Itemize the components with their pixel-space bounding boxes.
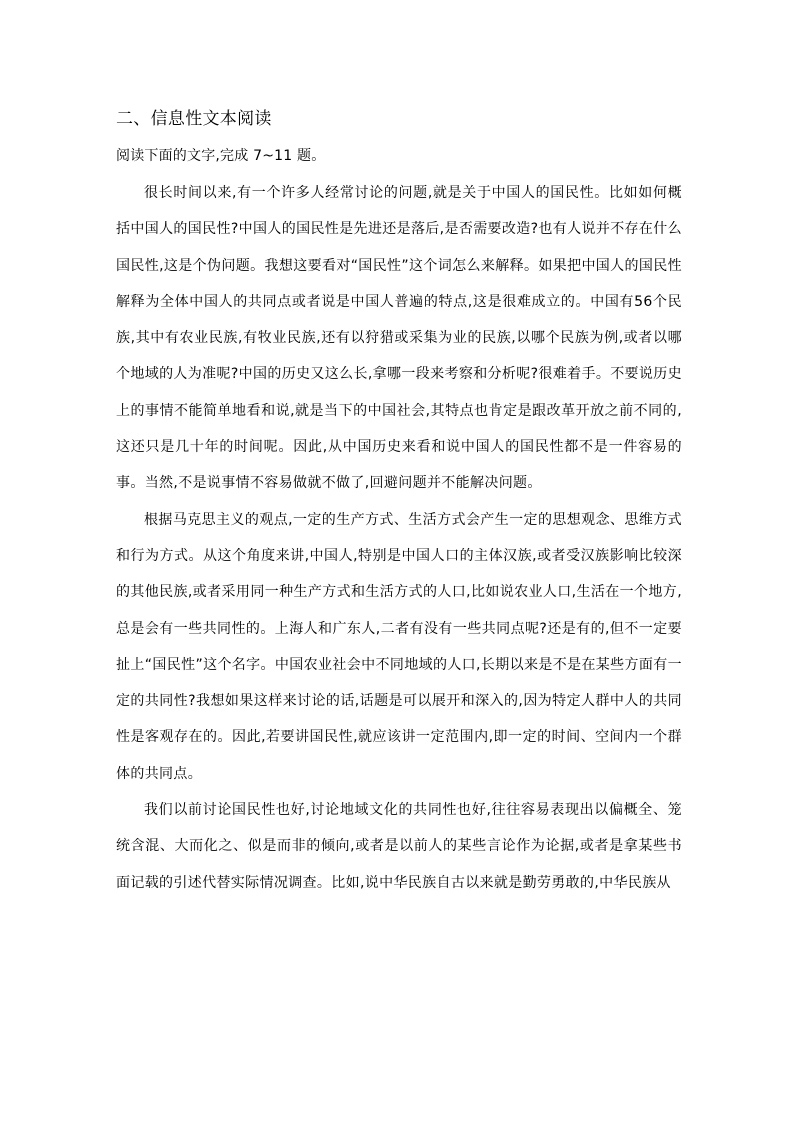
instruction-text: 阅读下面的文字,完成 7~11 题。	[116, 148, 326, 164]
paragraph-2: 根据马克思主义的观点,一定的生产方式、生活方式会产生一定的思想观念、思维方式和行为方式。从这个角度来讲,中国人,特别是中国人口的主体汉族,或者受汉族影响比较深的其他民族,或者采用同一种生产方式和生活方式的人口,比如说农业人口,生活在一个地方,总是会有一些共同性的。上海人和广东人,二者有没有一些共同点呢?还是有的,但不一定要扯上“国民性”这个名字。中国农业社会中不同地域的人口,长期以来是不是在某些方面有一定的共同性?我想如果这样来讨论的话,话题是可以展开和深入的,因为特定人群中人的共同性是客观存在的。因此,若要讲国民性,就应该讲一定范围内,即一定的时间、空间内一个群体的共同点。	[116, 511, 682, 782]
document-page	[116, 105, 682, 901]
section-title: 二、信息性文本阅读	[116, 109, 272, 129]
paragraph-3: 我们以前讨论国民性也好,讨论地域文化的共同性也好,往往容易表现出以偏概全、笼统含混、大而化之、似是而非的倾向,或者是以前人的某些言论作为论据,或者是拿某些书面记载的引述代替实际情况调查。比如,说中华民族自古以来就是勤劳勇敢的,中华民族从	[116, 802, 682, 891]
paragraph-1: 很长时间以来,有一个许多人经常讨论的问题,就是关于中国人的国民性。比如如何概括中国人的国民性?中国人的国民性是先进还是落后,是否需要改造?也有人说并不存在什么国民性,这是个伪问题。我想这要看对“国民性”这个词怎么来解释。如果把中国人的国民性解释为全体中国人的共同点或者说是中国人普遍的特点,这是很难成立的。中国有56个民族,其中有农业民族,有牧业民族,还有以狩猎或采集为业的民族,以哪个民族为例,或者以哪个地域的人为准呢?中国的历史又这么长,拿哪一段来考察和分析呢?很难着手。不要说历史上的事情不能简单地看和说,就是当下的中国社会,其特点也肯定是跟改革开放之前不同的,这还只是几十年的时间呢。因此,从中国历史来看和说中国人的国民性都不是一件容易的事。当然,不是说事情不容易做就不做了,回避问题并不能解决问题。	[116, 185, 682, 492]
